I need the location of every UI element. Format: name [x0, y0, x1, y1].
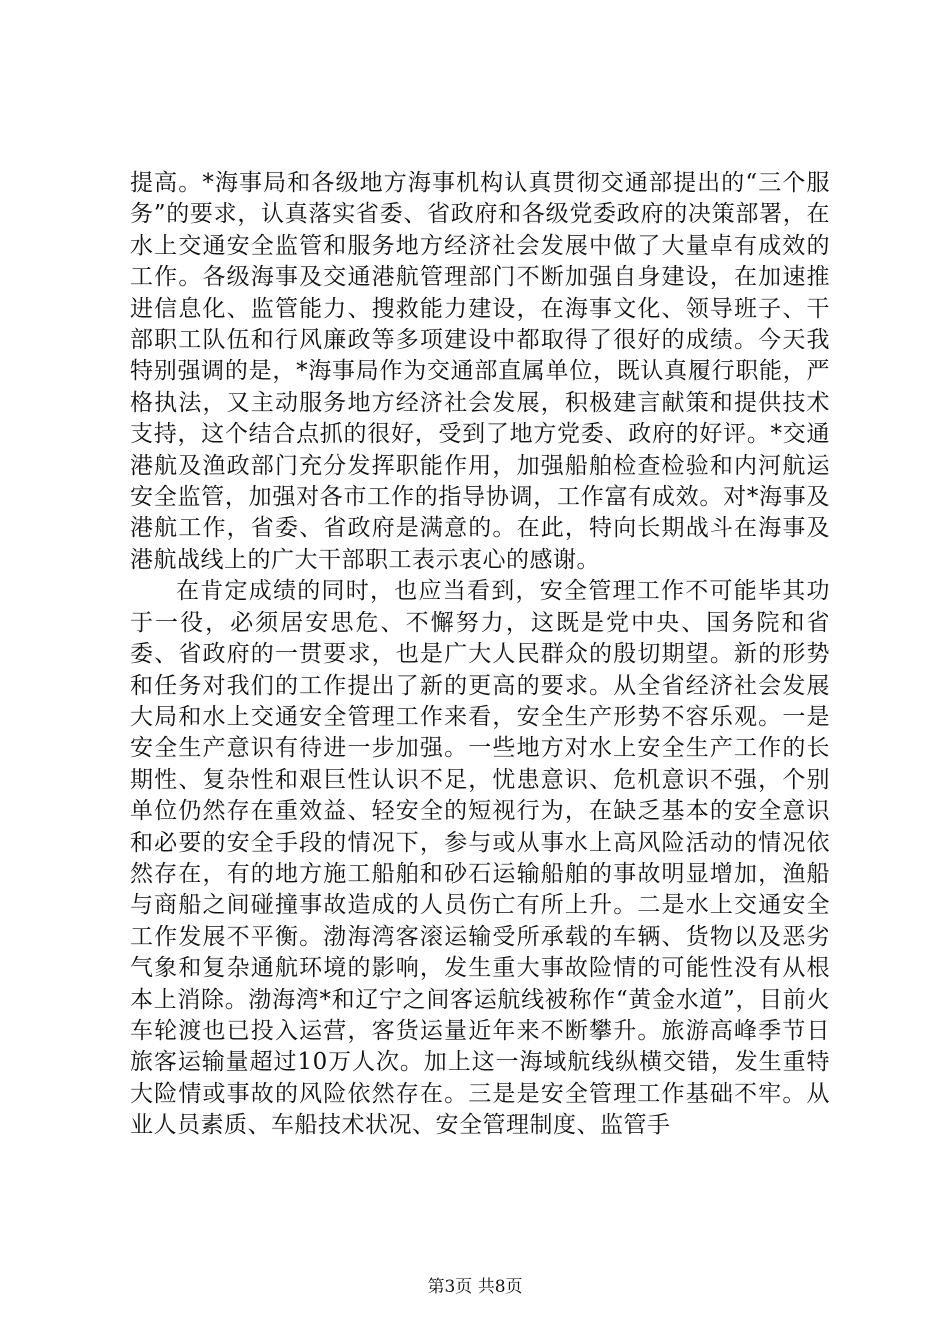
body-text	[130, 168, 830, 1142]
page-footer: 第3页 共8页	[427, 1277, 523, 1297]
paragraph-2: 在肯定成绩的同时，也应当看到，安全管理工作不可能毕其功于一役，必须居安思危、不懈努力，这既是党中央、国务院和省委、省政府的一贯要求，也是广大人民群众的殷切期望。新的形势和任务对我们的工作提出了新的更高的要求。从全省经济社会发展大局和水上交通安全管理工作来看，安全生产形势不容乐观。一是安全生产意识有待进一步加强。一些地方对水上安全生产工作的长期性、复杂性和艰巨性认识不足，忧患意识、危机意识不强，个别单位仍然存在重效益、轻安全的短视行为，在缺乏基本的安全意识和必要的安全手段的情况下，参与或从事水上高风险活动的情况依然存在，有的地方施工船舶和砂石运输船舶的事故明显增加，渔船与商船之间碰撞事故造成的人员伤亡有所上升。二是水上交通安全工作发展不平衡。渤海湾客滚运输受所承载的车辆、货物以及恶劣气象和复杂通航环境的影响，发生重大事故险情的可能性没有从根本上消除。渤海湾*和辽宁之间客运航线被称作“黄金水道”，目前火车轮渡也已投入运营，客货运量近年来不断攀升。旅游高峰季节日旅客运输量超过10万人次。加上这一海域航线纵横交错，发生重特大险情或事故的风险依然存在。三是是安全管理工作基础不牢。从业人员素质、车船技术状况、安全管理制度、监管手	[130, 578, 830, 1139]
paragraph-1: 提高。*海事局和各级地方海事机构认真贯彻交通部提出的“三个服务”的要求，认真落实省委、省政府和各级党委政府的决策部署，在水上交通安全监管和服务地方经济社会发展中做了大量卓有成效的工作。各级海事及交通港航管理部门不断加强自身建设，在加速推进信息化、监管能力、搜救能力建设，在海事文化、领导班子、干部职工队伍和行风廉政等多项建设中都取得了很好的成绩。今天我特别强调的是，*海事局作为交通部直属单位，既认真履行职能，严格执法，又主动服务地方经济社会发展，积极建言献策和提供技术支持，这个结合点抓的很好，受到了地方党委、政府的好评。*交通港航及渔政部门充分发挥职能作用，加强船舶检查检验和内河航运安全监管，加强对各市工作的指导协调，工作富有成效。对*海事及港航工作，省委、省政府是满意的。在此，特向长期战斗在海事及港航战线上的广大干部职工表示衷心的感谢。	[130, 170, 830, 573]
